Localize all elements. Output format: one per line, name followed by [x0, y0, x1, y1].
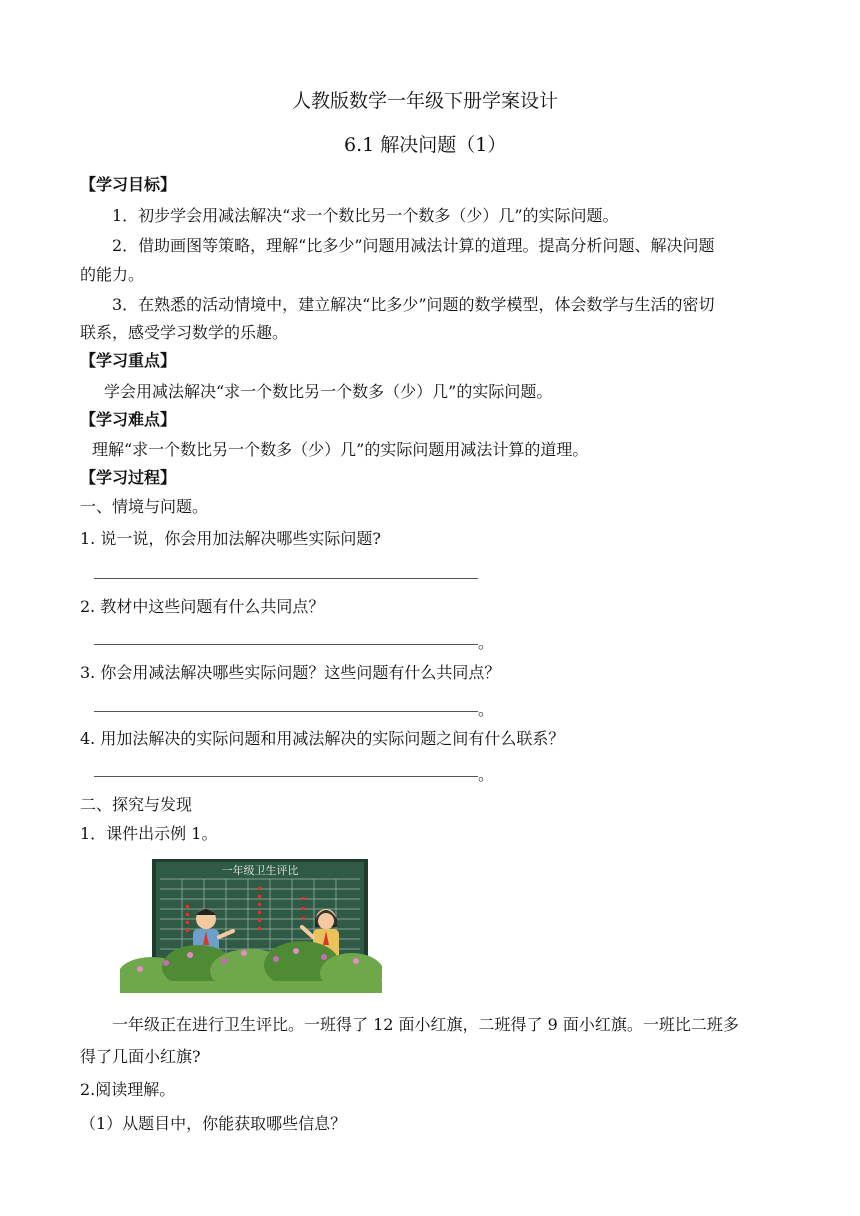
section-1-heading: 一、情境与问题。: [80, 497, 209, 516]
board-title: 一年级卫生评比: [221, 864, 299, 877]
goal-3-line1: 3．在熟悉的活动情境中，建立解决“比多少”问题的数学模型，体会数学与生活的密切: [112, 295, 715, 314]
difficulty-heading: 【学习难点】: [80, 410, 177, 429]
key-text: 学会用减法解决“求一个数比另一个数多（少）几”的实际问题。: [104, 382, 553, 401]
doc-subtitle: 6.1 解决问题（1）: [344, 134, 507, 156]
doc-title: 人教版数学一年级下册学案设计: [292, 90, 559, 112]
blank-4-period: 。: [478, 765, 495, 784]
answer-blank-4: [94, 764, 494, 786]
question-3: 3. 你会用减法解决哪些实际问题？这些问题有什么共同点？: [80, 663, 501, 682]
question-4: 4. 用加法解决的实际问题和用减法解决的实际问题之间有什么联系？: [80, 729, 565, 748]
goal-1: 1．初步学会用减法解决“求一个数比另一个数多（少）几”的实际问题。: [112, 206, 619, 225]
difficulty-text: 理解“求一个数比另一个数多（少）几”的实际问题用减法计算的道理。: [92, 440, 589, 459]
section-2-item-2: 2.阅读理解。: [80, 1080, 176, 1099]
goal-2-line2: 的能力。: [80, 265, 145, 284]
problem-text-line2: 得了几面小红旗?: [80, 1047, 201, 1066]
key-heading: 【学习重点】: [80, 351, 177, 370]
blank-2-period: 。: [478, 633, 495, 652]
problem-text-line1: 一年级正在进行卫生评比。一班得了 12 面小红旗，二班得了 9 面小红旗。一班比二班多: [112, 1015, 739, 1034]
blank-3-period: 。: [478, 700, 495, 719]
answer-blank-1: [94, 566, 478, 588]
answer-blank-2: [94, 632, 494, 654]
question-1: 1. 说一说，你会用加法解决哪些实际问题?: [80, 529, 381, 548]
section-2-heading: 二、探究与发现: [80, 795, 193, 814]
goals-heading: 【学习目标】: [80, 175, 177, 194]
section-2-item-2-question-1: （1）从题目中，你能获取哪些信息？: [80, 1114, 347, 1133]
question-2: 2. 教材中这些问题有什么共同点？: [80, 597, 325, 616]
goal-2-line1: 2．借助画图等策略，理解“比多少”问题用减法计算的道理。提高分析问题、解决问题: [112, 236, 715, 255]
process-heading: 【学习过程】: [80, 468, 177, 487]
answer-blank-3: [94, 699, 494, 721]
section-2-item-1: 1．课件出示例 1。: [80, 824, 218, 843]
hygiene-chart-illustration: [120, 857, 382, 993]
goal-3-line2: 联系，感受学习数学的乐趣。: [80, 323, 289, 342]
